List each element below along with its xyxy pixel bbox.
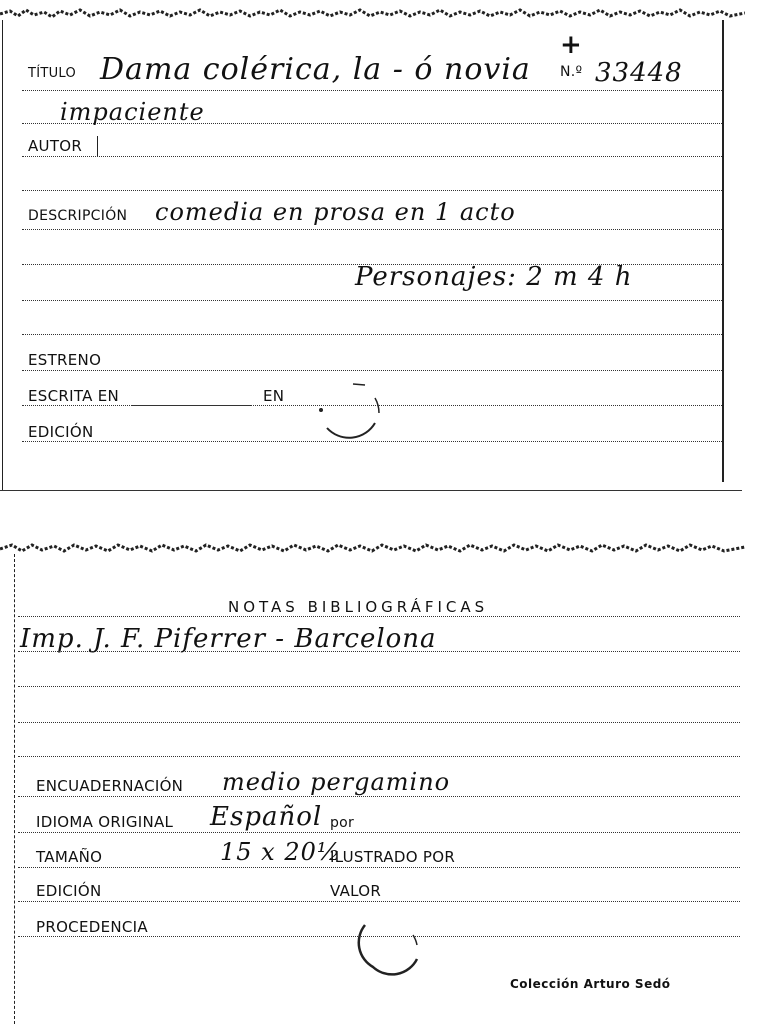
- torn-top-edge: [0, 6, 745, 22]
- personajes-value: Personajes: 2 m 4 h: [355, 262, 633, 292]
- tamano-line: [18, 867, 740, 868]
- numero-value: 33448: [595, 58, 683, 88]
- titulo-value: Dama colérica, la - ó novia: [100, 52, 531, 87]
- punch-hole-mark-2: [355, 915, 425, 977]
- blank-line-1: [22, 190, 722, 191]
- descripcion-label: DESCRIPCIÓN: [28, 208, 128, 224]
- idioma-original-label: IDIOMA ORIGINAL: [36, 813, 174, 831]
- en-label: EN: [263, 387, 285, 405]
- numero-label: N.º: [560, 64, 583, 80]
- titulo-value-cont: impaciente: [60, 98, 205, 126]
- card2-left-edge: [14, 554, 15, 1024]
- card-bottom-edge: [0, 490, 742, 491]
- punch-hole-mark: [315, 378, 385, 448]
- tamano-label: TAMAÑO: [36, 848, 103, 866]
- catalog-card-back: [0, 540, 759, 1028]
- numero-mark: +: [560, 30, 583, 60]
- descripcion-line: [22, 229, 722, 230]
- edicion-label: EDICIÓN: [28, 423, 94, 441]
- coleccion-footer: Colección Arturo Sedó: [510, 977, 671, 991]
- titulo-line: [22, 90, 722, 91]
- notas-value: Imp. J. F. Piferrer - Barcelona: [20, 624, 437, 654]
- idioma-line: [18, 832, 740, 833]
- notas-line-2: [18, 651, 740, 652]
- titulo-line-2: [22, 123, 722, 124]
- notas-line-4: [18, 722, 740, 723]
- encuadernacion-value: medio pergamino: [222, 768, 451, 796]
- autor-line: [22, 156, 722, 157]
- procedencia-label: PROCEDENCIA: [36, 918, 148, 936]
- por-label: por: [330, 815, 355, 831]
- catalog-card-front: [0, 0, 759, 492]
- estreno-label: ESTRENO: [28, 351, 102, 369]
- tamano-value: 15 x 20½: [220, 838, 342, 866]
- autor-mark: [97, 136, 98, 156]
- edicion2-line: [18, 901, 740, 902]
- edicion2-label: EDICIÓN: [36, 882, 102, 900]
- card-right-edge: [722, 20, 724, 482]
- notas-line-3: [18, 686, 740, 687]
- notas-line-1: [18, 616, 740, 617]
- encuadernacion-line: [18, 796, 740, 797]
- escrita-en-label: ESCRITA EN: [28, 387, 120, 405]
- ilustrado-por-label: ILUSTRADO POR: [330, 848, 456, 866]
- descripcion-value: comedia en prosa en 1 acto: [155, 198, 516, 226]
- idioma-original-value: Español: [210, 802, 323, 832]
- blank-line-4: [22, 334, 722, 335]
- valor-label: VALOR: [330, 882, 382, 900]
- autor-label: AUTOR: [28, 137, 83, 155]
- torn-top-edge-2: [0, 540, 745, 556]
- estreno-line: [22, 370, 722, 371]
- notas-bibliograficas-title: NOTAS BIBLIOGRÁFICAS: [228, 598, 489, 616]
- notas-line-5: [18, 756, 740, 757]
- blank-line-3: [22, 300, 722, 301]
- encuadernacion-label: ENCUADERNACIÓN: [36, 777, 184, 795]
- titulo-label: TÍTULO: [28, 66, 77, 81]
- card-left-edge: [2, 20, 3, 490]
